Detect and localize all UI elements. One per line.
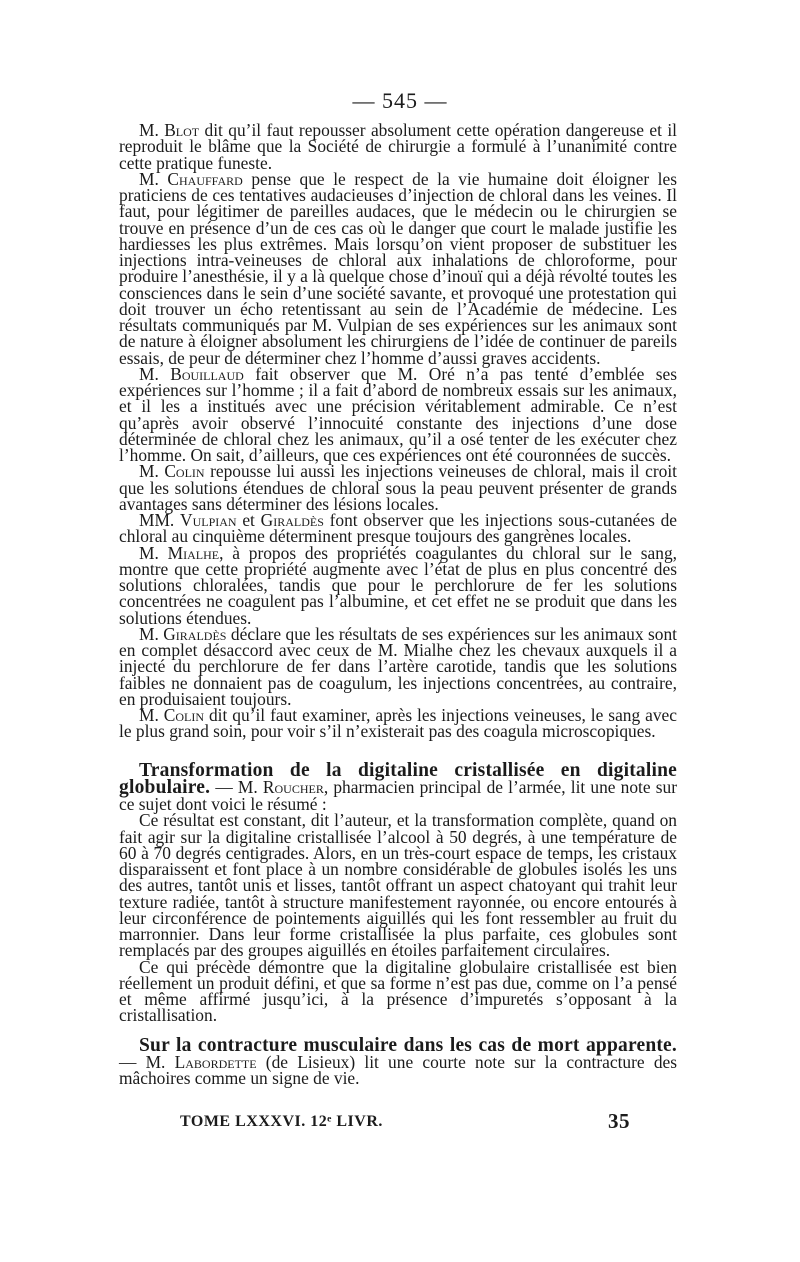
paragraph-colin: M. Colin repousse lui aussi les injections veineuses de chloral, mais il croit que les solutions étendues de chloral sous la peau peuvent présenter de grands avantages sans déterminer des lésions locales. <box>119 461 677 514</box>
author-name: Blot <box>164 120 200 140</box>
page-number: — 545 — <box>352 88 448 113</box>
author-name: Vulpian <box>180 510 237 530</box>
paragraph-mialhe: M. Mialhe, à propos des propriétés coagulantes du chloral sur le sang, montre que cette propriété augmente avec l’état de plus en plus concentré des solutions chloralées, tandis que pour le perchlorure de fer les solutions concentrées ne coagulent pas l’albumine, et cet effet ne se produit que dans les solutions étendues. <box>119 542 677 628</box>
signature-mark: 35 <box>608 1109 630 1133</box>
author-name: Chauffard <box>167 168 243 189</box>
section-body-paragraph: Ce résultat est constant, dit l’auteur, et la transformation complète, quand on fait agir sur la digitaline cristallisée l’alcool à 50 degrés, à une température de 60 à 70 degrés centigrades. Alors, en un très-court espace de temps, les cristaux disparaissent et font place à un nombre considérable de globules isolés les uns des autres, tantôt unis et lisses, tantôt offrant un aspect chatoyant qui trahit leur texture radiée, tantôt à structure manifestement rayonnée, ou encore entourés à leur circonférence de pointements aiguillés qui les font ressembler au fruit du marronnier. Dans leur forme cristallisée la plus parfaite, ces globules sont remplacés par des groupes aiguillés en étoiles parfaitement circulaires. <box>119 810 677 961</box>
section-dash: — M. <box>119 1051 175 1072</box>
paragraph-text: déclare que les résultats de ses expériences sur les animaux sont en complet désaccord avec ceux de M. Mialhe chez les chevaux auxquels il a injecté du perchlorure de fer dans l’artère carotide, tandis que les solutions faibles ne donnaient pas de coagulum, les injections concentrées, au contraire, en produisaient toujours. <box>119 623 677 709</box>
page-content <box>119 122 677 1086</box>
section-body-paragraph: Ce qui précède démontre que la digitaline globulaire cristallisée est bien réellement un produit défini, et que sa forme n’est pas due, comme on l’a pensé et même affirmé jusqu’ici, à la présence d’impuretés s’opposant à la cristallisation. <box>119 956 677 1026</box>
volume-label: TOME LXXXVI. 12ᵉ LIVR. <box>180 1113 383 1130</box>
author-name: Colin <box>163 705 205 725</box>
page-footer <box>180 1109 630 1133</box>
paragraph-text: dit qu’il faut examiner, après les injections veineuses, le sang avec le plus grand soin, pour voir s’il n’existerait pas des coagula microscopiques. <box>119 705 677 742</box>
paragraph-giraldes: M. Giraldès déclare que les résultats de ses expériences sur les animaux sont en complet désaccord avec ceux de M. Mialhe chez les chevaux auxquels il a injecté du perchlorure de fer dans l’artère carotide, tandis que les solutions faibles ne donnaient pas de coagulum, les injections concentrées, au contraire, en produisaient toujours. <box>119 623 677 709</box>
author-name: Giraldès <box>163 623 227 644</box>
paragraph-text: repousse lui aussi les injections veineuses de chloral, mais il croit que les solutions étendues de chloral sous la peau peuvent présenter de grands avantages sans déterminer des lésions locales. <box>119 461 677 514</box>
author-name: Bouillaud <box>170 363 244 384</box>
paragraph-text: , à propos des propriétés coagulantes du chloral sur le sang, montre que cette propriété augmente avec l’état de plus en plus concentré des solutions chloralées, tandis que pour le perchlorure de fer les solutions concentrées ne coagulent pas l’albumine, et cet effet ne se produit que dans les solutions étendues. <box>119 542 677 628</box>
paragraph-colin-2: M. Colin dit qu’il faut examiner, après les injections veineuses, le sang avec le plus grand soin, pour voir s’il n’existerait pas des coagula microscopiques. <box>119 705 677 742</box>
paragraph-chauffard: M. Chauffard pense que le respect de la vie humaine doit éloigner les praticiens de ces tentatives audacieuses d’injection de chloral dans les veines. Il faut, pour légitimer de pareilles audaces, que le médecin ou le chirurgien se trouve en présence d’un de ces cas où le danger que court le malade justifie les hardiesses les plus extrêmes. Mais lorsqu’on vient proposer de substituer les injections intra-veineuses de chloral aux inhalations de chloroforme, pour produire l’anesthésie, il y a là quelque chose d’inouï qui a déjà révolté toutes les consciences dans le sein d’une société savante, et provoqué une protestation qui doit trouver un écho retentissant au sein de l’Académie de médecine. Les résultats communiqués par M. Vulpian de ses expériences sur les animaux sont de nature à éloigner absolument les chirurgiens de l’idée de continuer de pareils essais, de peur de déterminer chez l’homme d’aussi graves accidents. <box>119 168 677 368</box>
author-name: Labordette <box>174 1051 257 1072</box>
section-intro-text: , pharmacien principal de l’armée, lit une note sur ce sujet dont voici le résumé : <box>119 776 677 814</box>
paragraph-prefix: MM. <box>139 510 181 530</box>
paragraph-blot: M. Blot dit qu’il faut repousser absolument cette opération dangereuse et il reproduit le blâme que la Société de chirurgie a formulé à l’unanimité contre cette pratique funeste. <box>119 120 677 173</box>
section-heading: Sur la contracture musculaire dans les cas de mort apparente. <box>139 1034 677 1056</box>
section-intro <box>119 1034 677 1088</box>
section-intro-text: (de Lisieux) lit une courte note sur la contracture des mâchoires comme un signe de vie. <box>119 1051 677 1088</box>
section-heading: Transformation de la digitaline cristallisée en digitaline globulaire. <box>119 759 677 798</box>
paragraph-text: dit qu’il faut repousser absolument cette opération dangereuse et il reproduit le blâme que la Société de chirurgie a formulé à l’unanimité contre cette pratique funeste. <box>119 120 677 173</box>
author-name: Giraldès <box>260 510 324 530</box>
paragraph-bouillaud: M. Bouillaud fait observer que M. Oré n’a pas tenté d’emblée ses expériences sur l’homme ; il a fait d’abord de nombreux essais sur les animaux, et il les a institués avec une précision véritablement admirable. Ce n’est qu’après avoir observé l’innocuité constante des injections d’une dose déterminée de chloral chez les animaux, qu’il a osé tenter de les exécuter chez l’homme. On sait, d’ailleurs, que ces expériences ont été couronnées de succès. <box>119 363 677 465</box>
paragraph-conjunction: et <box>236 510 261 530</box>
paragraph-text: fait observer que M. Oré n’a pas tenté d’emblée ses expériences sur l’homme ; il a fait d’abord de nombreux essais sur les animaux, et il les a institués avec une précision véritablement admirable. Ce n’est qu’après avoir observé l’innocuité constante des injections d’une dose déterminée de chloral chez les animaux, qu’il a osé tenter de les exécuter chez l’homme. On sait, d’ailleurs, que ces expériences ont été couronnées de succès. <box>119 363 677 465</box>
author-name: Roucher <box>262 776 324 797</box>
section-contracture <box>119 1034 677 1088</box>
paragraph-text: pense que le respect de la vie humaine doit éloigner les praticiens de ces tentatives audacieuses d’injection de chloral dans les veines. Il faut, pour légitimer de pareilles audaces, que le médecin ou le chirurgien se trouve en présence d’un de ces cas où le danger que court le malade justifie les hardiesses les plus extrêmes. Mais lorsqu’on vient proposer de substituer les injections intra-veineuses de chloral aux inhalations de chloroforme, pour produire l’anesthésie, il y a là quelque chose d’inouï qui a déjà révolté toutes les consciences dans le sein d’une société savante, et provoqué une protestation qui doit trouver un écho retentissant au sein de l’Académie de médecine. Les résultats communiqués par M. Vulpian de ses expériences sur les animaux sont de nature à éloigner absolument les chirurgiens de l’idée de continuer de pareils essais, de peur de déterminer chez l’homme d’aussi graves accidents. <box>119 168 677 368</box>
section-dash: — M. <box>210 776 263 797</box>
paragraph-text: font observer que les injections sous-cutanées de chloral au cinquième déterminent presque toujours des gangrènes locales. <box>119 510 678 547</box>
section-digitaline <box>119 759 677 1026</box>
author-name: Colin <box>164 461 205 482</box>
author-name: Mialhe <box>167 542 220 563</box>
section-intro <box>119 759 677 814</box>
paragraph-vulpian-giraldes <box>119 512 677 545</box>
